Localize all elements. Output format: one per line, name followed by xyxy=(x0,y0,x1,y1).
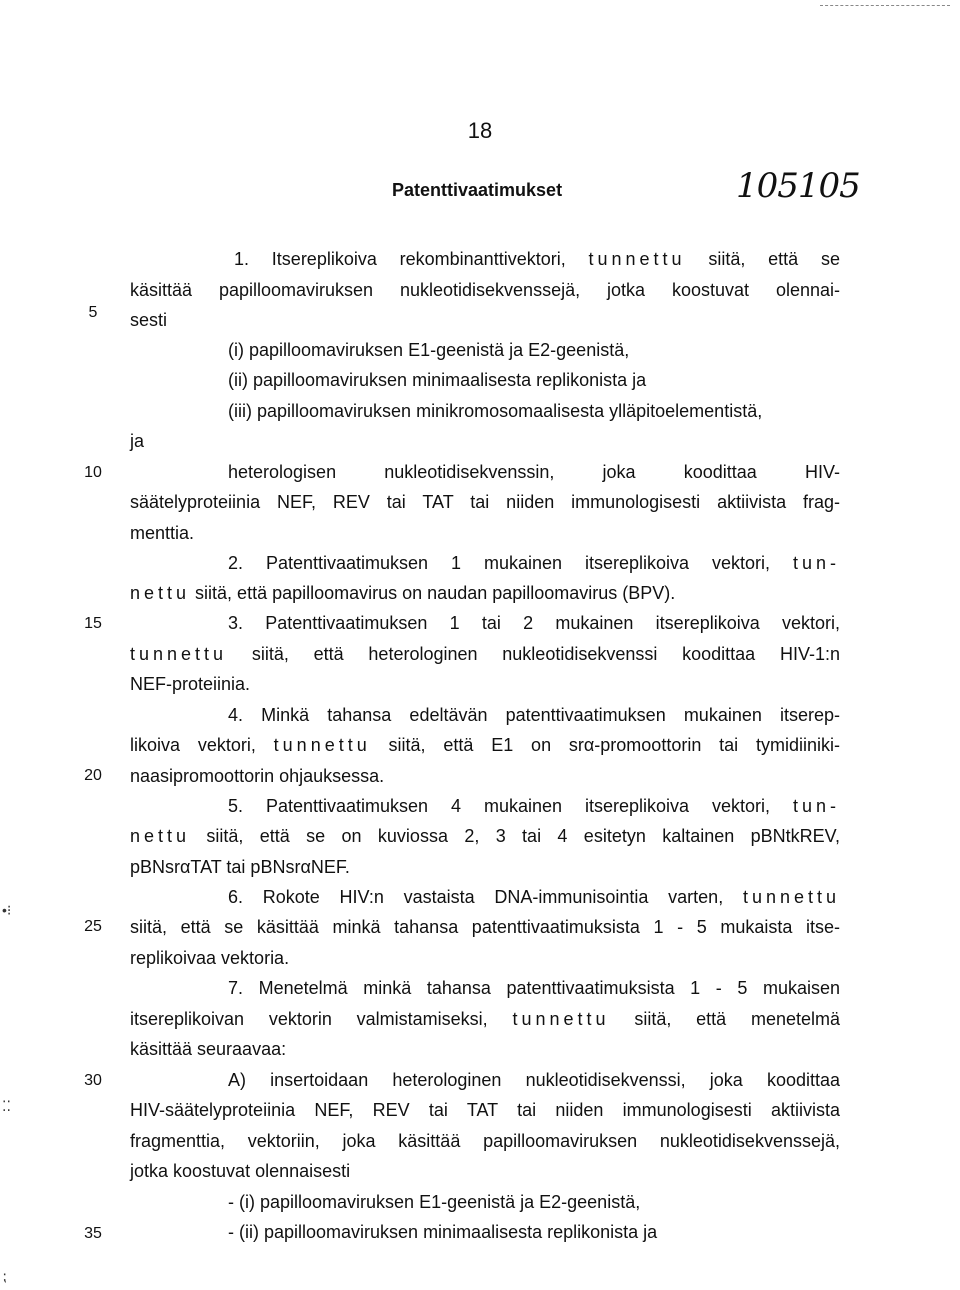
line-text: itsereplikoivan vektorin valmistamiseksi, xyxy=(130,1009,513,1029)
claim-text-line xyxy=(228,1221,657,1243)
line-text: menttia. xyxy=(130,523,195,543)
claim-text-line xyxy=(130,1099,840,1121)
line-text: 5. Patenttivaatimuksen 4 mukainen itsereplikoiva vektori, xyxy=(228,796,793,816)
margin-line-number: 30 xyxy=(84,1072,102,1089)
line-text: naasipromoottorin ohjauksessa. xyxy=(130,766,385,786)
claim-text-line xyxy=(228,461,840,483)
line-text: 6. Rokote HIV:n vastaista DNA-immunisointia varten, xyxy=(228,887,743,907)
scan-artifact-line xyxy=(820,5,950,7)
line-text: (ii) papilloomaviruksen minimaalisesta replikonista ja xyxy=(228,370,647,390)
claim-text-line xyxy=(130,491,840,513)
line-text: heterologisen nukleotidisekvenssin, joka koodittaa HIV- xyxy=(228,462,840,482)
claim-text-line xyxy=(234,248,840,270)
claim-text-line xyxy=(130,916,840,938)
claim-text-line xyxy=(228,339,629,361)
handwritten-document-number: 105105 xyxy=(736,166,860,206)
claim-text-line xyxy=(130,430,144,452)
claim-text-line xyxy=(228,369,646,391)
line-text: replikoivaa vektoria. xyxy=(130,948,290,968)
claim-text-line xyxy=(228,1069,840,1091)
claim-text-line xyxy=(228,704,840,726)
line-text: siitä, että se on kuviossa 2, 3 tai 4 esitetyn kaltainen pBNtkREV, xyxy=(190,826,840,846)
line-text: (iii) papilloomaviruksen minikromosomaalisesta ylläpitoelementistä, xyxy=(228,401,763,421)
spaced-keyword: tunnettu xyxy=(512,1009,610,1029)
line-text: siitä, että heterologinen nukleotidisekvenssi koodittaa HIV-1:n xyxy=(227,644,840,664)
claim-text-line xyxy=(130,673,250,695)
margin-line-number: 15 xyxy=(84,615,102,632)
line-text: siitä, että menetelmä xyxy=(609,1009,840,1029)
margin-line-number: 35 xyxy=(84,1225,102,1242)
spaced-keyword: tun- xyxy=(792,553,840,573)
claim-text-line xyxy=(130,856,350,878)
margin-line-number: 25 xyxy=(84,918,102,935)
page-heading: Patenttivaatimukset xyxy=(392,180,563,200)
line-text: siitä, että se xyxy=(685,249,840,269)
line-text: käsittää papilloomaviruksen nukleotidisekvenssejä, jotka koostuvat olennai- xyxy=(130,280,840,300)
line-text: NEF-proteiinia. xyxy=(130,674,251,694)
margin-line-number: 10 xyxy=(84,464,102,481)
claim-text-line xyxy=(130,734,840,756)
line-text: A) insertoidaan heterologinen nukleotidisekvenssi, joka koodittaa xyxy=(228,1070,840,1090)
claim-text-line xyxy=(130,309,167,331)
spaced-keyword: tun- xyxy=(792,796,840,816)
claim-text-line xyxy=(228,1191,640,1213)
line-text: HIV-säätelyproteiinia NEF, REV tai TAT tai niiden immunologisesti aktiivista xyxy=(130,1100,840,1120)
line-text: jotka koostuvat olennaisesti xyxy=(130,1161,351,1181)
line-text: - (ii) papilloomaviruksen minimaalisesta replikonista ja xyxy=(228,1222,658,1242)
margin-line-number: 5 xyxy=(88,304,98,321)
spaced-keyword: tunnettu xyxy=(588,249,686,269)
line-text: käsittää seuraavaa: xyxy=(130,1039,287,1059)
claim-text-line xyxy=(130,1130,840,1152)
line-text: - (i) papilloomaviruksen E1-geenistä ja E2-geenistä, xyxy=(228,1192,641,1212)
claim-text-line xyxy=(130,947,289,969)
line-text: sesti xyxy=(130,310,168,330)
margin-line-number: 20 xyxy=(84,767,102,784)
claim-text-line xyxy=(130,643,840,665)
line-text: (i) papilloomaviruksen E1-geenistä ja E2-geenistä, xyxy=(228,340,630,360)
line-text: pBNsrαTAT tai pBNsrαNEF. xyxy=(130,857,350,877)
line-text: siitä, että papilloomavirus on naudan papilloomavirus (BPV). xyxy=(190,583,676,603)
line-text: fragmenttia, vektoriin, joka käsittää papilloomaviruksen nukleotidisekvenssejä, xyxy=(130,1131,840,1151)
spaced-keyword: tunnettu xyxy=(130,644,228,664)
line-text: säätelyproteiinia NEF, REV tai TAT tai niiden immunologisesti aktiivista frag- xyxy=(130,492,840,512)
scan-speck: •⁝ xyxy=(2,902,12,918)
line-text: 3. Patenttivaatimuksen 1 tai 2 mukainen itsereplikoiva vektori, xyxy=(228,613,840,633)
claim-text-line xyxy=(228,552,840,574)
claim-text-line xyxy=(228,886,840,908)
claim-text-line xyxy=(228,400,762,422)
claim-text-line xyxy=(130,582,675,604)
claim-text-line xyxy=(130,1038,286,1060)
claim-text-line xyxy=(228,977,840,999)
claim-text-line xyxy=(228,612,840,634)
claim-text-line xyxy=(130,825,840,847)
line-text: 7. Menetelmä minkä tahansa patenttivaatimuksista 1 - 5 mukaisen xyxy=(228,978,840,998)
line-text: 2. Patenttivaatimuksen 1 mukainen itsereplikoiva vektori, xyxy=(228,553,793,573)
claim-text-line xyxy=(130,522,194,544)
spaced-keyword: nettu xyxy=(130,826,191,846)
spaced-keyword: tunnettu xyxy=(742,887,840,907)
scan-speck: ⁚⁚ xyxy=(2,1098,11,1114)
claim-text-line xyxy=(130,765,384,787)
page-number: 18 xyxy=(467,118,493,143)
line-text: ja xyxy=(130,431,145,451)
line-text: siitä, että E1 on srα-promoottorin tai tymidiiniki- xyxy=(370,735,840,755)
line-text: siitä, että se käsittää minkä tahansa patenttivaatimuksista 1 - 5 mukaista itse- xyxy=(130,917,840,937)
claim-text-line xyxy=(130,1008,840,1030)
line-text: likoiva vektori, xyxy=(130,735,274,755)
claim-text-line xyxy=(130,279,840,301)
scan-speck: ⁏ xyxy=(2,1268,7,1284)
spaced-keyword: tunnettu xyxy=(273,735,371,755)
claim-text-line xyxy=(130,1160,350,1182)
line-text: 1. Itsereplikoiva rekombinanttivektori, xyxy=(234,249,589,269)
spaced-keyword: nettu xyxy=(130,583,191,603)
claim-text-line xyxy=(228,795,840,817)
line-text: 4. Minkä tahansa edeltävän patenttivaatimuksen mukainen itserep- xyxy=(228,705,840,725)
